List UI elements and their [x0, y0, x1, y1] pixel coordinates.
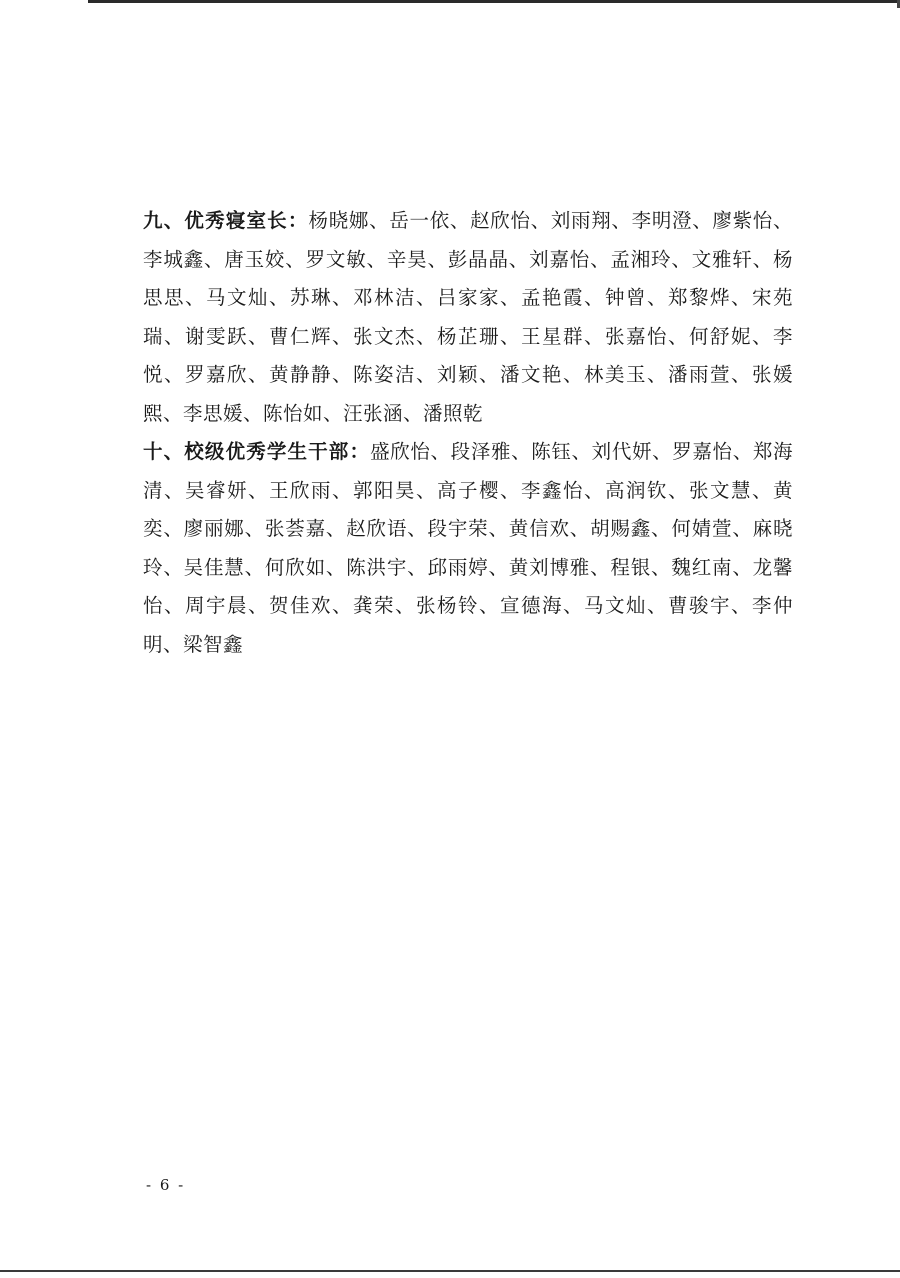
section-names: 杨晓娜、岳一依、赵欣怡、刘雨翔、李明澄、廖紫怡、李城鑫、唐玉姣、罗文敏、辛昊、彭晶晶、刘嘉怡、孟湘玲、文雅轩、杨思思、马文灿、苏琳、邓林洁、吕家家、孟艳霞、钟曾、郑黎烨、宋苑瑞、谢雯跃、曹仁辉、张文杰、杨芷珊、王星群、张嘉怡、何舒妮、李悦、罗嘉欣、黄静静、陈姿洁、刘颖、潘文艳、林美玉、潘雨萱、张媛熙、李思媛、陈怡如、汪张涵、潘照乾: [143, 209, 793, 425]
document-body: [143, 202, 793, 664]
section-heading: 九、优秀寝室长：: [143, 209, 309, 232]
scan-bottom-edge: [0, 1270, 900, 1272]
section-outstanding-dorm-leaders: [143, 202, 793, 433]
scan-top-edge: [88, 0, 900, 3]
section-heading: 十、校级优秀学生干部：: [143, 440, 371, 463]
section-names: 盛欣怡、段泽雅、陈钰、刘代妍、罗嘉怡、郑海清、吴睿妍、王欣雨、郭阳昊、高子樱、李鑫怡、高润钦、张文慧、黄奕、廖丽娜、张荟嘉、赵欣语、段宇荣、黄信欢、胡赐鑫、何婧萱、麻晓玲、吴佳慧、何欣如、陈洪宇、邱雨婷、黄刘博雅、程银、魏红南、龙馨怡、周宇晨、贺佳欢、龚荣、张杨铃、宣德海、马文灿、曹骏宇、李仲明、梁智鑫: [143, 440, 793, 656]
page-number: - 6 -: [146, 1176, 186, 1194]
section-outstanding-student-cadres: [143, 433, 793, 664]
